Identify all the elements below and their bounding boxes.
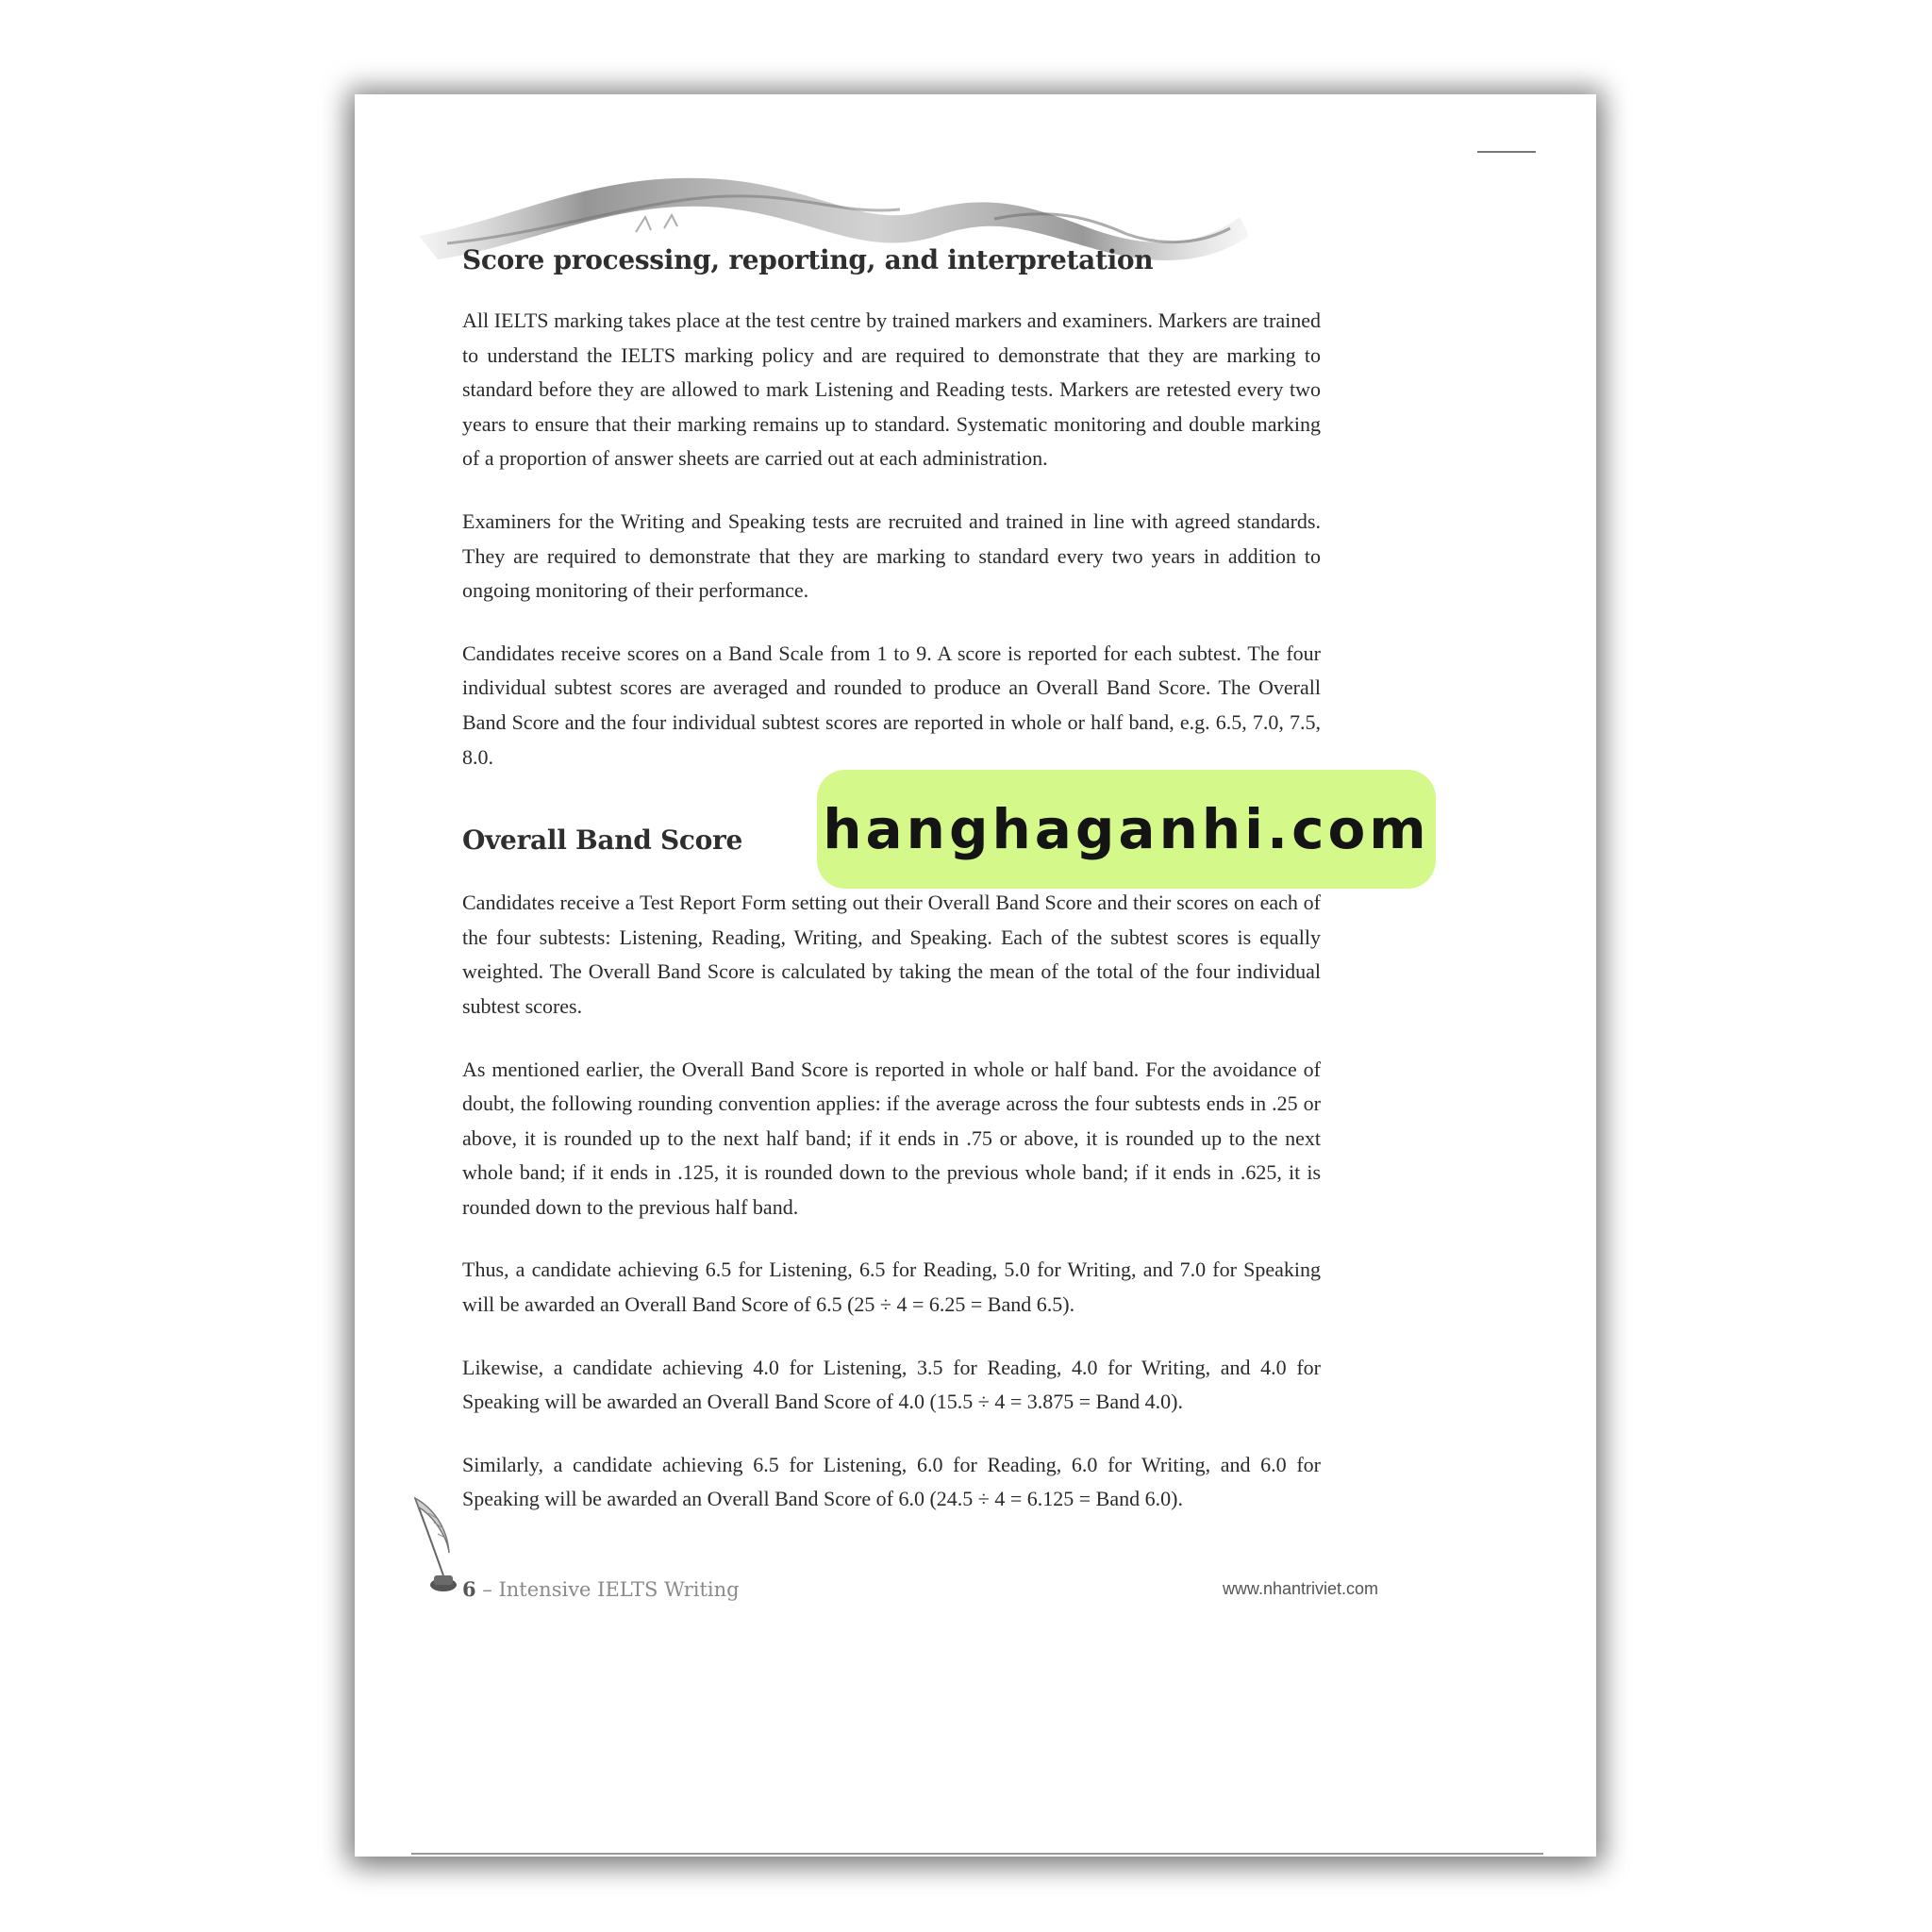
section-heading-score-processing: Score processing, reporting, and interpretation xyxy=(462,244,1154,275)
paragraph: Examiners for the Writing and Speaking tests are recruited and trained in line with agreed standards. They are required to demonstrate that they are marking to standard every two years in addition to ongoing monitoring of their performance. xyxy=(462,508,1321,603)
book-title: – Intensive IELTS Writing xyxy=(482,1578,740,1601)
paragraph: All IELTS marking takes place at the test centre by trained markers and examiners. Markers are trained to understand the IELTS marking policy and are required to demonstrate that they are marking to standard before they are allowed to mark Listening and Reading tests. Markers are retested every two years to ensure that their marking remains up to standard. Systematic monitoring and double marking of a proportion of answer sheets are carried out at each administration. xyxy=(462,308,1321,471)
document-page xyxy=(355,94,1596,1857)
paragraph: Candidates receive scores on a Band Scale from 1 to 9. A score is reported for each subtest. The four individual subtest scores are averaged and rounded to produce an Overall Band Score. The Overall Band Score and the four individual subtest scores are reported in whole or half band, e.g. 6.5, 7.0, 7.5, 8.0. xyxy=(462,641,1321,769)
page-footer xyxy=(411,1574,1378,1611)
paragraph: As mentioned earlier, the Overall Band Score is reported in whole or half band. For the avoidance of doubt, the following rounding convention applies: if the average across the four subtests ends in .25 or above, it is rounded up to the next half band; if it ends in .75 or above, it is rounded up to the next whole band; if it ends in .125, it is rounded down to the previous whole band; if it ends in .625, it is rounded down to the previous half band. xyxy=(462,1057,1321,1219)
footer-website: www.nhantriviet.com xyxy=(1222,1579,1378,1598)
paragraph: Likewise, a candidate achieving 4.0 for Listening, 3.5 for Reading, 4.0 for Writing, and 4.0 for Speaking will be awarded an Overall Band Score of 4.0 (15.5 ÷ 4 = 3.875 = Band 4.0). xyxy=(462,1355,1321,1414)
watermark-badge: hanghaganhi.com xyxy=(817,770,1436,889)
section-heading-overall-band-score: Overall Band Score xyxy=(462,824,742,857)
bottom-rule xyxy=(411,1853,1543,1855)
paragraph: Similarly, a candidate achieving 6.5 for Listening, 6.0 for Reading, 6.0 for Writing, and 6.0 for Speaking will be awarded an Overall Band Score of 6.0 (24.5 ÷ 4 = 6.125 = Band 6.0). xyxy=(462,1452,1321,1511)
footer-book-title xyxy=(462,1577,740,1601)
paragraph: Candidates receive a Test Report Form setting out their Overall Band Score and their scores on each of the four subtests: Listening, Reading, Writing, and Speaking. Each of the subtest scores is equally weighted. The Overall Band Score is calculated by taking the mean of the total of the four individual subtest scores. xyxy=(462,891,1321,1018)
quill-ink-icon xyxy=(411,1494,468,1594)
paragraph: Thus, a candidate achieving 6.5 for Listening, 6.5 for Reading, 5.0 for Writing, and 7.0 for Speaking will be awarded an Overall Band Score of 6.5 (25 ÷ 4 = 6.25 = Band 6.5). xyxy=(462,1257,1321,1317)
top-right-rule xyxy=(1477,151,1536,153)
page-number: 6 xyxy=(462,1577,476,1601)
